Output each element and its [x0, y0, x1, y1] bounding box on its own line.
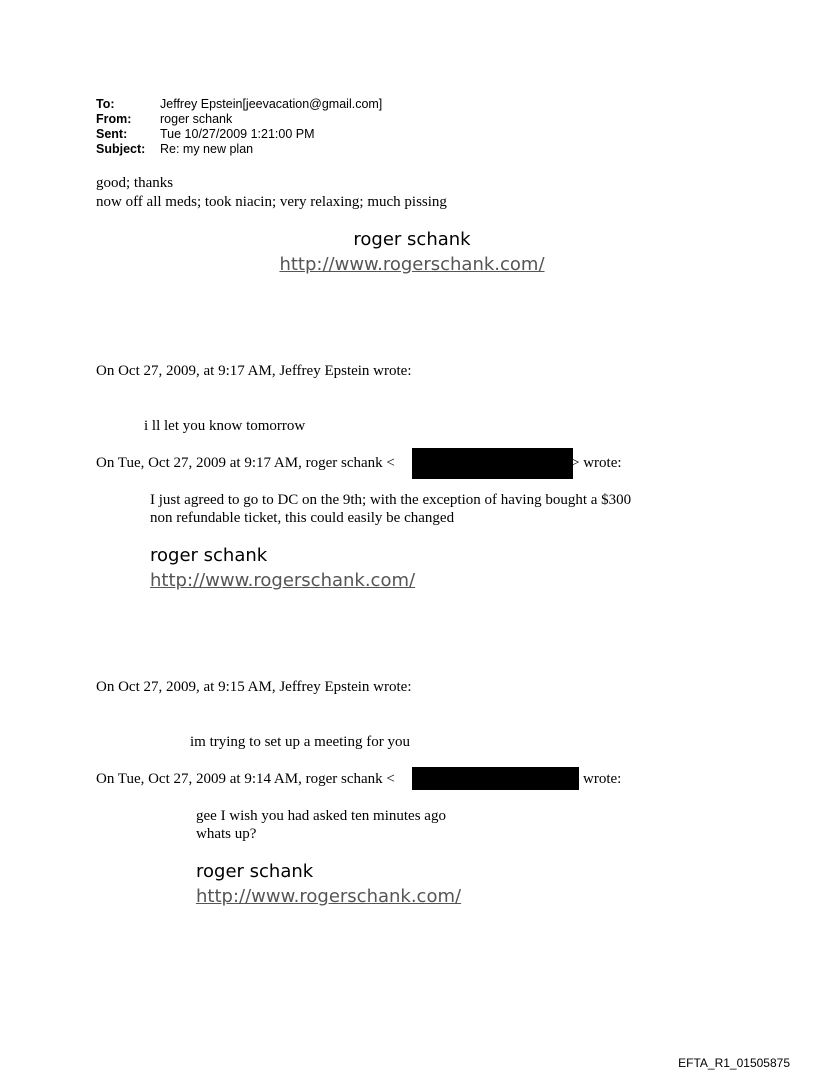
subject-row — [96, 142, 382, 157]
from-label: From: — [96, 112, 132, 126]
attribution-4-suffix: wrote: — [583, 771, 622, 787]
sent-value: Tue 10/27/2009 1:21:00 PM — [160, 127, 315, 141]
sent-label: Sent: — [96, 127, 128, 141]
to-value: Jeffrey Epstein[jeevacation@gmail.com] — [160, 97, 383, 111]
quoted-message-2-line-1: I just agreed to go to DC on the 9th; with the exception of having bought a $300 — [150, 492, 632, 508]
attribution-4-prefix: On Tue, Oct 27, 2009 at 9:14 AM, roger schank < — [96, 771, 395, 787]
document-id: EFTA_R1_01505875 — [678, 1056, 790, 1070]
sent-row — [96, 127, 382, 142]
from-row — [96, 112, 382, 127]
quoted-message-2-line-2: non refundable ticket, this could easily be changed — [150, 510, 455, 526]
to-row — [96, 97, 382, 112]
to-label: To: — [96, 97, 115, 111]
subject-label: Subject: — [96, 142, 146, 156]
signature-name: roger schank — [196, 861, 314, 882]
subject-value: Re: my new plan — [160, 142, 254, 156]
quoted-message-1: i ll let you know tomorrow — [144, 418, 306, 434]
quoted-message-3: im trying to set up a meeting for you — [190, 734, 410, 750]
signature-name: roger schank — [353, 229, 471, 250]
body-line-1: good; thanks — [96, 175, 174, 191]
attribution-3: On Oct 27, 2009, at 9:15 AM, Jeffrey Epstein wrote: — [96, 679, 412, 695]
signature-link[interactable]: http://www.rogerschank.com/ — [196, 886, 462, 907]
signature-link[interactable]: http://www.rogerschank.com/ — [279, 254, 545, 275]
attribution-2-suffix: > wrote: — [571, 455, 622, 471]
redaction-box — [412, 448, 573, 479]
redaction-box — [412, 767, 579, 790]
attribution-1: On Oct 27, 2009, at 9:17 AM, Jeffrey Epstein wrote: — [96, 363, 412, 379]
signature-name: roger schank — [150, 545, 268, 566]
from-value: roger schank — [160, 112, 233, 126]
quoted-message-4-line-2: whats up? — [196, 826, 257, 842]
body-line-2: now off all meds; took niacin; very relaxing; much pissing — [96, 194, 447, 210]
attribution-2-prefix: On Tue, Oct 27, 2009 at 9:17 AM, roger schank < — [96, 455, 395, 471]
signature-link[interactable]: http://www.rogerschank.com/ — [150, 570, 416, 591]
email-header — [96, 97, 382, 157]
quoted-message-4-line-1: gee I wish you had asked ten minutes ago — [196, 808, 446, 824]
